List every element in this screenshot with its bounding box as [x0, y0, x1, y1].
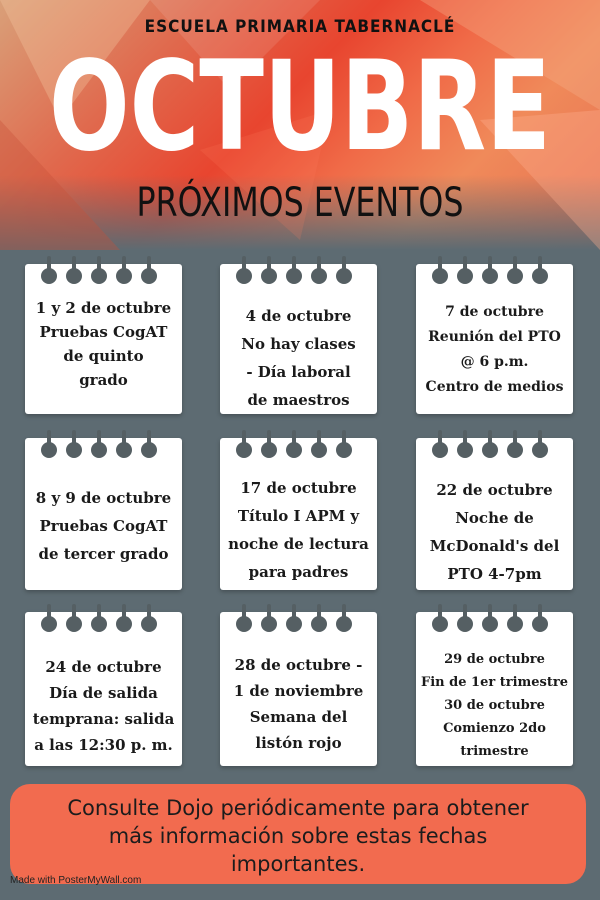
ring-hole-icon: [141, 616, 157, 632]
event-line: 29 de octubre: [444, 652, 545, 667]
info-text: [10, 794, 586, 878]
binder-rings: [41, 604, 166, 630]
ring-hole-icon: [261, 268, 277, 284]
info-line: más información sobre estas fechas: [108, 824, 488, 848]
event-card: [416, 612, 573, 766]
ring-hole-icon: [116, 442, 132, 458]
event-line: No hay clases: [241, 335, 356, 353]
event-line: Semana del: [249, 708, 348, 726]
event-card: [416, 264, 573, 414]
school-name: ESCUELA PRIMARIA TABERNACLÉ: [144, 17, 456, 37]
event-line: 1 de noviembre: [233, 682, 364, 700]
event-line: PTO 4-7pm: [447, 565, 542, 583]
ring-hole-icon: [91, 268, 107, 284]
ring-hole-icon: [457, 616, 473, 632]
binder-rings: [236, 256, 361, 282]
ring-hole-icon: [66, 616, 82, 632]
event-card: [220, 612, 377, 766]
binder-rings: [432, 430, 557, 456]
event-text: [29, 484, 178, 568]
event-line: listón rojo: [255, 734, 342, 752]
binder-rings: [432, 604, 557, 630]
event-line: 17 de octubre: [240, 479, 357, 497]
event-line: Noche de: [455, 509, 534, 527]
event-line: de tercer grado: [38, 545, 169, 563]
ring-hole-icon: [311, 442, 327, 458]
ring-hole-icon: [286, 616, 302, 632]
event-card: [220, 438, 377, 590]
event-line: Pruebas CogAT: [39, 323, 168, 341]
event-text: [29, 296, 178, 392]
ring-hole-icon: [532, 442, 548, 458]
event-line: a las 12:30 p. m.: [34, 736, 173, 754]
event-line: de quinto: [63, 347, 144, 365]
ring-hole-icon: [311, 268, 327, 284]
event-line: @ 6 p.m.: [460, 354, 529, 370]
event-line: Centro de medios: [425, 379, 564, 395]
ring-hole-icon: [507, 268, 523, 284]
ring-hole-icon: [311, 616, 327, 632]
event-text: [224, 302, 373, 414]
ring-hole-icon: [482, 268, 498, 284]
ring-hole-icon: [261, 616, 277, 632]
event-card: [220, 264, 377, 414]
ring-hole-icon: [236, 268, 252, 284]
event-line: 30 de octubre: [444, 698, 545, 713]
ring-hole-icon: [91, 442, 107, 458]
ring-hole-icon: [532, 268, 548, 284]
ring-hole-icon: [432, 268, 448, 284]
ring-hole-icon: [432, 616, 448, 632]
ring-hole-icon: [236, 616, 252, 632]
ring-hole-icon: [261, 442, 277, 458]
binder-rings: [41, 430, 166, 456]
ring-hole-icon: [336, 616, 352, 632]
event-line: Pruebas CogAT: [39, 517, 168, 535]
event-text: [420, 300, 569, 400]
event-line: 1 y 2 de octubre: [35, 299, 172, 317]
header-banner: [0, 0, 600, 250]
ring-hole-icon: [507, 616, 523, 632]
ring-hole-icon: [507, 442, 523, 458]
event-card: [25, 438, 182, 590]
event-line: para padres: [248, 563, 349, 581]
info-line: importantes.: [230, 852, 366, 876]
ring-hole-icon: [41, 442, 57, 458]
event-line: 28 de octubre -: [234, 656, 363, 674]
ring-hole-icon: [286, 268, 302, 284]
event-card: [25, 612, 182, 766]
ring-hole-icon: [41, 616, 57, 632]
ring-hole-icon: [286, 442, 302, 458]
event-card: [25, 264, 182, 414]
events-subtitle: PRÓXIMOS EVENTOS: [136, 180, 464, 226]
ring-hole-icon: [66, 442, 82, 458]
ring-hole-icon: [236, 442, 252, 458]
event-line: Fin de 1er trimestre: [421, 675, 568, 690]
ring-hole-icon: [141, 268, 157, 284]
ring-hole-icon: [532, 616, 548, 632]
ring-hole-icon: [91, 616, 107, 632]
event-line: McDonald's del: [429, 537, 560, 555]
binder-rings: [432, 256, 557, 282]
event-line: trimestre: [460, 744, 529, 759]
event-line: Título I APM y: [237, 507, 360, 525]
ring-hole-icon: [141, 442, 157, 458]
binder-rings: [236, 430, 361, 456]
event-line: 8 y 9 de octubre: [35, 489, 172, 507]
event-line: - Día laboral: [246, 363, 351, 381]
event-line: Día de salida: [49, 684, 158, 702]
month-title: OCTUBRE: [49, 35, 551, 179]
ring-hole-icon: [457, 268, 473, 284]
ring-hole-icon: [66, 268, 82, 284]
event-text: [29, 654, 178, 758]
event-text: [420, 648, 569, 763]
event-line: 7 de octubre: [445, 304, 544, 320]
event-text: [224, 652, 373, 756]
event-line: grado: [79, 371, 128, 389]
event-line: Reunión del PTO: [428, 329, 561, 345]
event-line: 24 de octubre: [45, 658, 162, 676]
info-line: Consulte Dojo periódicamente para obtener: [67, 796, 529, 820]
ring-hole-icon: [41, 268, 57, 284]
ring-hole-icon: [116, 268, 132, 284]
info-banner: [10, 784, 586, 884]
ring-hole-icon: [432, 442, 448, 458]
watermark: Made with PosterMyWall.com: [10, 875, 142, 886]
event-line: temprana: salida: [32, 710, 175, 728]
event-line: de maestros: [247, 391, 350, 409]
event-line: 4 de octubre: [245, 307, 352, 325]
ring-hole-icon: [482, 616, 498, 632]
binder-rings: [41, 256, 166, 282]
ring-hole-icon: [336, 442, 352, 458]
event-text: [224, 474, 373, 586]
event-card: [416, 438, 573, 590]
event-line: 22 de octubre: [436, 481, 553, 499]
ring-hole-icon: [457, 442, 473, 458]
event-text: [420, 476, 569, 588]
event-line: noche de lectura: [228, 535, 369, 553]
ring-hole-icon: [482, 442, 498, 458]
ring-hole-icon: [336, 268, 352, 284]
binder-rings: [236, 604, 361, 630]
ring-hole-icon: [116, 616, 132, 632]
event-line: Comienzo 2do: [443, 721, 546, 736]
